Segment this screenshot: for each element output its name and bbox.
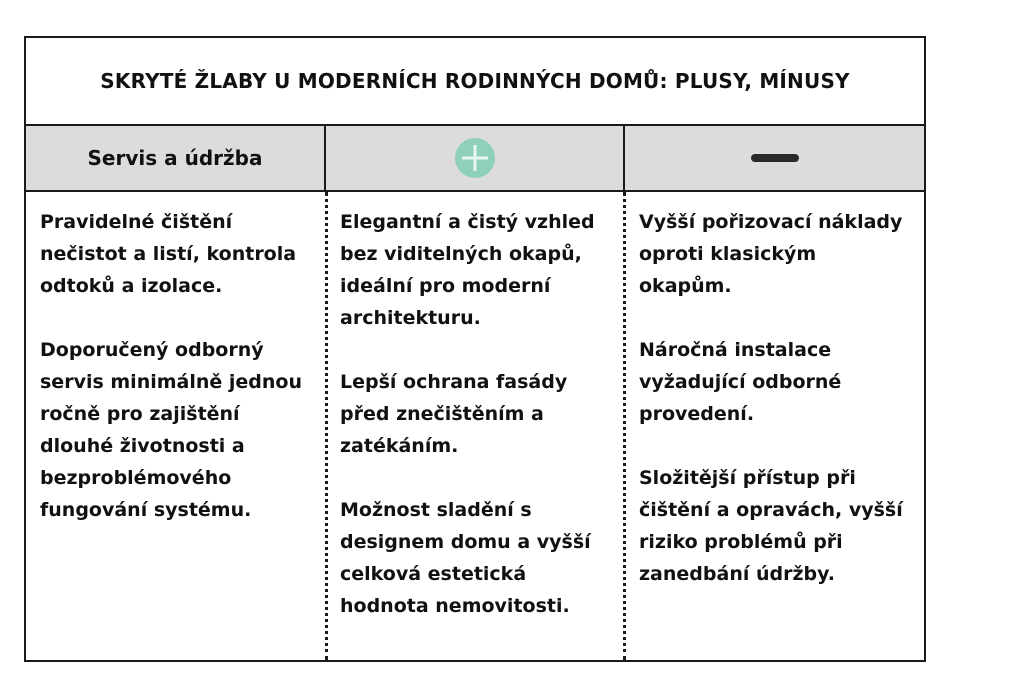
header-pros-cell xyxy=(326,126,625,190)
cons-column xyxy=(625,192,924,660)
body-row xyxy=(26,192,924,660)
category-paragraph: Pravidelné čištění nečistot a listí, kontrola odtoků a izolace. xyxy=(40,211,297,297)
table-title: SKRYTÉ ŽLABY U MODERNÍCH RODINNÝCH DOMŮ: PLUSY, MÍNUSY xyxy=(100,69,850,93)
category-paragraph: Doporučený odborný servis minimálně jednou ročně pro zajištění dlouhé životnosti a bezproblémového fungování systému. xyxy=(40,339,303,521)
header-category-cell xyxy=(26,126,326,190)
header-cons-cell xyxy=(625,126,924,190)
pros-paragraph: Lepší ochrana fasády před znečištěním a zatékáním. xyxy=(340,371,568,457)
cons-paragraph: Složitější přístup při čištění a opravách, vyšší riziko problémů při zanedbání údržby. xyxy=(639,467,903,585)
cons-paragraph: Vyšší pořizovací náklady oproti klasickým okapům. xyxy=(639,211,903,297)
cons-paragraph: Náročná instalace vyžadující odborné provedení. xyxy=(639,339,842,425)
header-category-label: Servis a údržba xyxy=(87,146,263,170)
table-title-row xyxy=(26,38,924,126)
category-column xyxy=(26,192,326,660)
header-row xyxy=(26,126,924,192)
minus-icon xyxy=(751,154,799,162)
pros-paragraph: Elegantní a čistý vzhled bez viditelných okapů, ideální pro moderní architekturu. xyxy=(340,211,595,329)
pros-column xyxy=(326,192,625,660)
comparison-table xyxy=(24,36,926,662)
pros-paragraph: Možnost sladění s designem domu a vyšší celková estetická hodnota nemovitosti. xyxy=(340,499,591,617)
plus-circle-icon xyxy=(455,138,495,178)
